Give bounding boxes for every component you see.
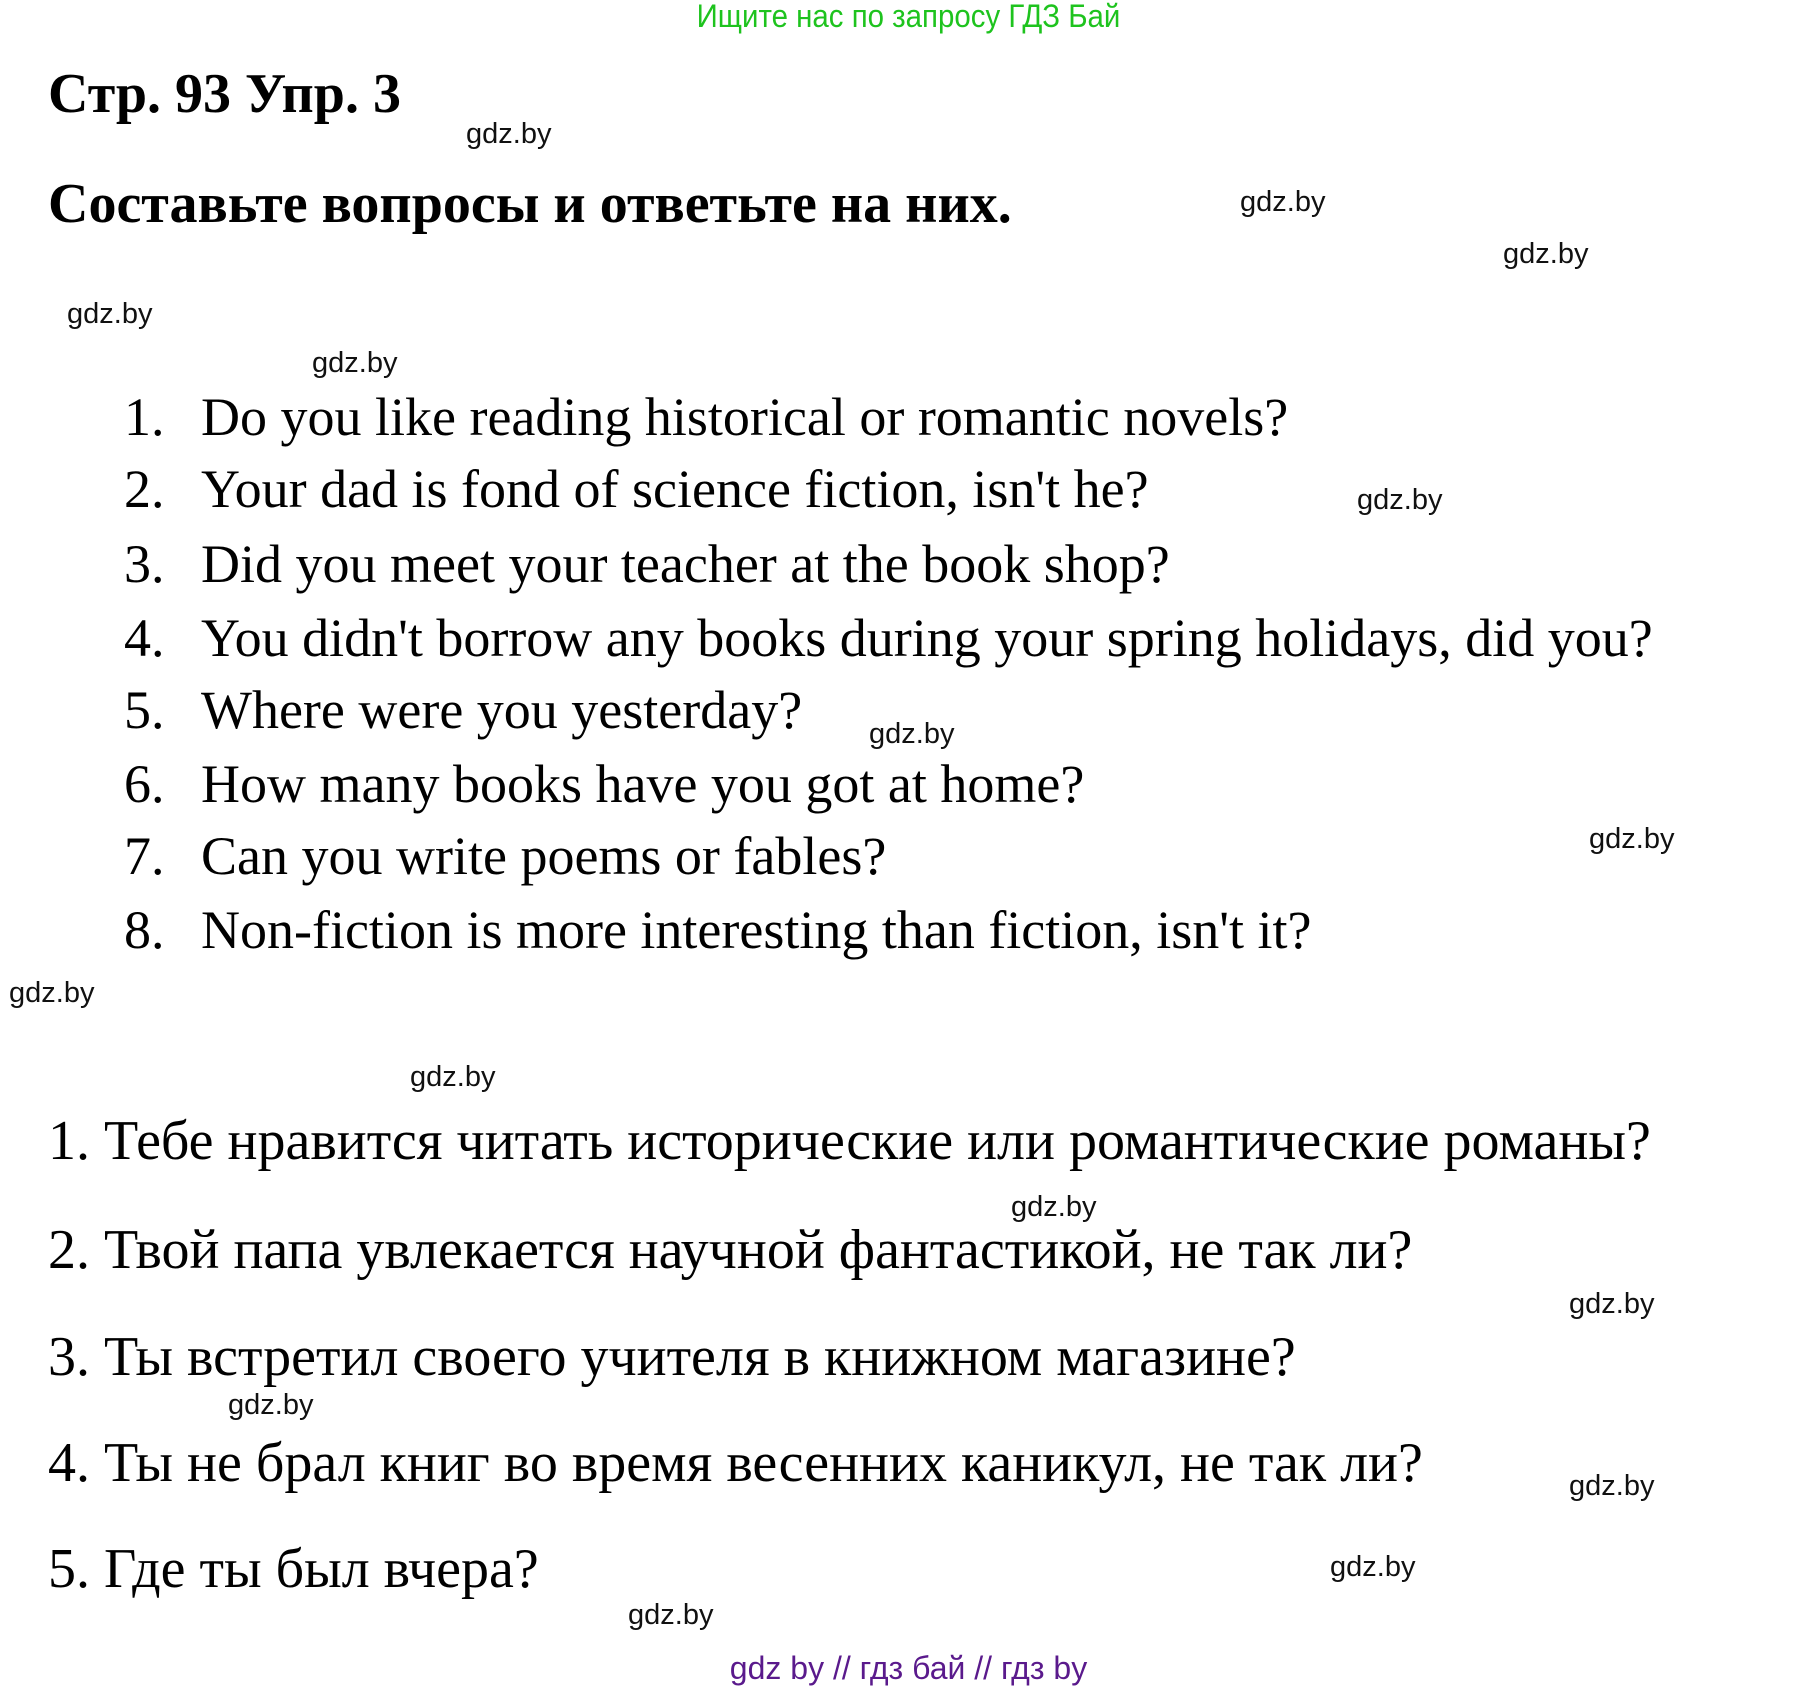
watermark: gdz.by xyxy=(9,977,95,1009)
watermark: gdz.by xyxy=(628,1599,714,1631)
list-item: 1. Тебе нравится читать исторические или романтические романы? xyxy=(48,1110,1651,1172)
watermark: gdz.by xyxy=(1357,484,1443,516)
item-number: 7. xyxy=(124,826,165,886)
page-title: Стр. 93 Упр. 3 xyxy=(48,63,401,125)
watermark: gdz.by xyxy=(312,347,398,379)
watermark: gdz.by xyxy=(67,298,153,330)
item-text: Do you like reading historical or romantic novels? xyxy=(201,387,1289,447)
exercise-instruction: Составьте вопросы и ответьте на них. xyxy=(48,173,1012,235)
list-item: 5. Где ты был вчера? xyxy=(48,1538,539,1600)
watermark: gdz.by xyxy=(1569,1470,1655,1502)
item-text: Non-fiction is more interesting than fiction, isn't it? xyxy=(201,900,1312,960)
item-number: 4. xyxy=(124,608,165,668)
watermark: gdz.by xyxy=(466,118,552,150)
watermark: gdz.by xyxy=(1011,1191,1097,1223)
list-item: 3. Ты встретил своего учителя в книжном магазине? xyxy=(48,1326,1296,1388)
item-text: Did you meet your teacher at the book shop? xyxy=(201,534,1170,594)
watermark: gdz.by xyxy=(228,1389,314,1421)
item-text: How many books have you got at home? xyxy=(201,754,1085,814)
item-number: 6. xyxy=(124,754,165,814)
watermark: gdz.by xyxy=(1240,186,1326,218)
item-number: 3. xyxy=(124,534,165,594)
item-text: Your dad is fond of science fiction, isn't he? xyxy=(201,459,1149,519)
item-text: Can you write poems or fables? xyxy=(201,826,887,886)
search-banner: Ищите нас по запросу ГДЗ Бай xyxy=(696,0,1121,34)
watermark: gdz.by xyxy=(1503,238,1589,270)
item-number: 8. xyxy=(124,900,165,960)
item-text: You didn't borrow any books during your spring holidays, did you? xyxy=(201,608,1653,668)
item-number: 5. xyxy=(124,680,165,740)
watermark: gdz.by xyxy=(869,718,955,750)
item-number: 2. xyxy=(124,459,165,519)
watermark: gdz.by xyxy=(1589,823,1675,855)
watermark: gdz.by xyxy=(1330,1551,1416,1583)
list-item: 4. Ты не брал книг во время весенних каникул, не так ли? xyxy=(48,1432,1423,1494)
footer-links: gdz by // гдз бай // гдз by xyxy=(729,1650,1088,1686)
list-item: 2. Твой папа увлекается научной фантастикой, не так ли? xyxy=(48,1219,1413,1281)
item-text: Where were you yesterday? xyxy=(201,680,803,740)
item-number: 1. xyxy=(124,387,165,447)
watermark: gdz.by xyxy=(410,1061,496,1093)
watermark: gdz.by xyxy=(1569,1288,1655,1320)
